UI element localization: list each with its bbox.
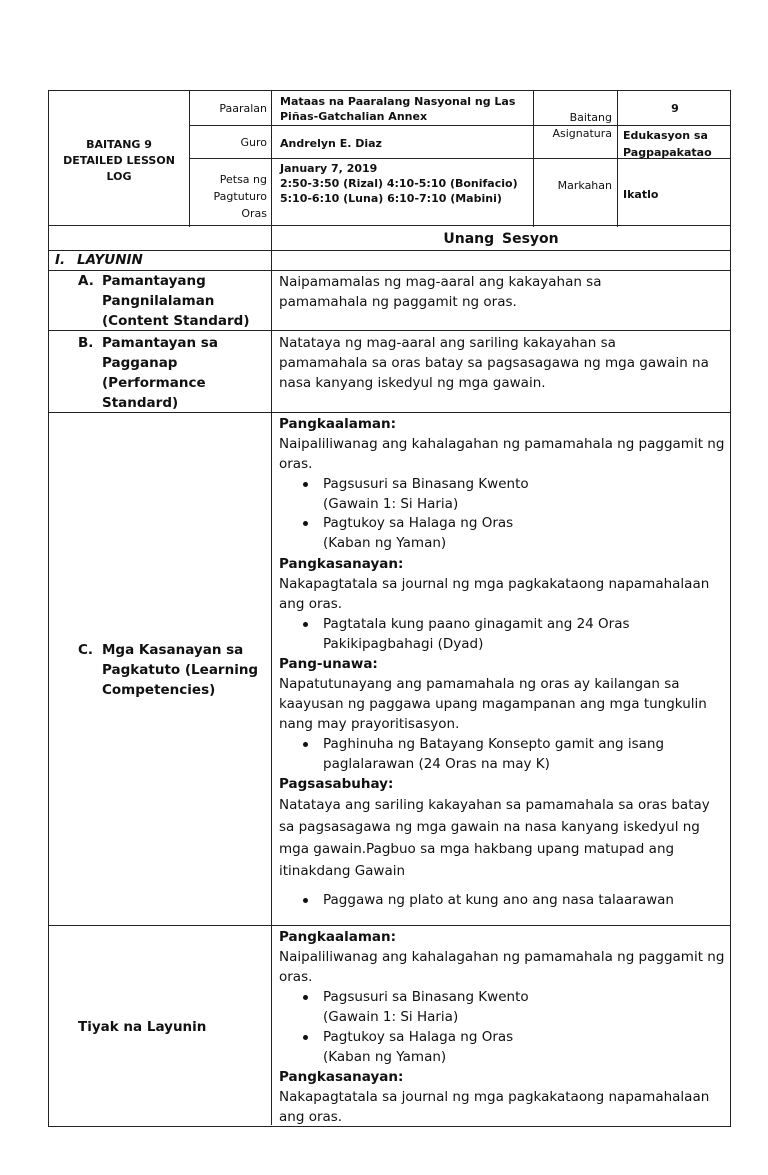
grade-label: Baitang — [569, 111, 612, 124]
c-understanding-text-line: Napatutunayang ang pamamahala ng oras ay kailangan sa — [279, 676, 680, 692]
row-c-label-line: Mga Kasanayan sa — [102, 642, 244, 658]
c-knowledge-bullet — [323, 474, 529, 514]
c-knowledge-text-line: Naipaliliwanag ang kahalagahan ng pamamahala ng paggamit ng — [279, 436, 725, 452]
grade-log-title — [49, 137, 189, 185]
quarter-value: Ikatlo — [623, 188, 659, 201]
bullet-line: Paggawa ng plato at kung ano ang nasa talaarawan — [323, 892, 674, 908]
grade-log-title-line: DETAILED LESSON — [63, 154, 175, 167]
d-skills-text-line: ang oras. — [279, 1109, 343, 1125]
grade-log-title-line: BAITANG 9 — [86, 138, 152, 151]
schedule-line: 2:50-3:50 (Rizal) 4:10-5:10 (Bonifacio) — [280, 177, 518, 190]
row-c-label-line: Competencies) — [102, 682, 216, 698]
c-knowledge-text — [279, 434, 724, 474]
bullet-icon — [303, 995, 308, 1000]
bullet-line: paglalarawan (24 Oras na may K) — [323, 756, 550, 772]
quarter-label: Markahan — [557, 179, 612, 192]
row-b-content — [279, 333, 709, 393]
bullet-line: Paghinuha ng Batayang Konsepto gamit ang isang — [323, 736, 665, 752]
d-skills-heading: Pangkasanayan: — [279, 1069, 404, 1085]
row-b-letter: B. — [78, 335, 94, 351]
row-a-label-line: Pangnilalaman — [102, 293, 215, 309]
c-understanding-text-line: kaayusan ng paggawa upang magampanan ang mga tungkulin — [279, 696, 707, 712]
row-a-content-line: Naipamamalas ng mag-aaral ang kakayahan sa — [279, 274, 602, 290]
date-and-schedule — [280, 161, 532, 206]
c-understanding-text-line: nang may prayoritisasyon. — [279, 716, 460, 732]
c-understanding-bullet — [323, 734, 664, 774]
c-application-text-line: sa pagsasagawa ng mga gawain na nasa kanyang iskedyul ng — [279, 819, 700, 835]
d-knowledge-bullet — [323, 1027, 513, 1067]
bullet-line: Pagtukoy sa Halaga ng Oras — [323, 515, 514, 531]
c-knowledge-heading: Pangkaalaman: — [279, 416, 397, 432]
row-c-letter: C. — [78, 642, 94, 658]
subject-value-line: Edukasyon sa — [623, 129, 708, 142]
section-number: I. — [55, 252, 66, 268]
row-a-content — [279, 272, 602, 312]
row-d-label: Tiyak na Layunin — [78, 1019, 207, 1035]
section-title: LAYUNIN — [77, 252, 143, 268]
c-understanding-heading: Pang-unawa: — [279, 656, 378, 672]
row-b-label-line: Standard) — [102, 395, 179, 411]
school-name-line: Piñas-Gatchalian Annex — [280, 110, 428, 123]
subject-value — [623, 127, 731, 161]
bullet-line: (Gawain 1: Si Haria) — [323, 1009, 459, 1025]
c-application-text-line: itinakdang Gawain — [279, 863, 406, 879]
c-application-bullet — [323, 890, 674, 910]
header-table — [48, 90, 731, 226]
bullet-icon — [303, 622, 308, 627]
c-application-text — [279, 794, 710, 882]
bullet-icon — [303, 898, 308, 903]
bullet-line: (Kaban ng Yaman) — [323, 1049, 447, 1065]
d-knowledge-bullet — [323, 987, 529, 1027]
c-skills-heading: Pangkasanayan: — [279, 556, 404, 572]
row-a-label-line: Pamantayang — [102, 273, 206, 289]
c-skills-text-line: Nakapagtatala sa journal ng mga pagkakataong napamahalaan — [279, 576, 710, 592]
grade-log-title-line: LOG — [106, 170, 132, 183]
c-skills-text-line: ang oras. — [279, 596, 343, 612]
d-knowledge-heading: Pangkaalaman: — [279, 929, 397, 945]
bullet-line: (Kaban ng Yaman) — [323, 535, 447, 551]
date-label-line: Pagtuturo — [213, 190, 267, 203]
c-knowledge-text-line: oras. — [279, 456, 313, 472]
row-a-content-line: pamamahala ng paggamit ng oras. — [279, 294, 517, 310]
c-application-text-line: mga gawain.Pagbuo sa mga hakbang upang matupad ang — [279, 841, 675, 857]
row-c-label — [102, 640, 268, 700]
row-c-label-line: Pagkatuto (Learning — [102, 662, 259, 678]
bullet-line: Pagtatala kung paano ginagamit ang 24 Oras — [323, 616, 630, 632]
teacher-name: Andrelyn E. Diaz — [280, 137, 382, 150]
c-application-text-line: Natataya ang sariling kakayahan sa pamamahala sa oras batay — [279, 797, 710, 813]
c-skills-text — [279, 574, 709, 614]
bullet-line: Pagtukoy sa Halaga ng Oras — [323, 1029, 514, 1045]
d-knowledge-text-line: oras. — [279, 969, 313, 985]
subject-value-line: Pagpapakatao — [623, 146, 712, 159]
row-a-label — [102, 271, 268, 331]
bullet-icon — [303, 742, 308, 747]
row-b-label-line: Pamantayan sa — [102, 335, 218, 351]
d-skills-text — [279, 1087, 709, 1127]
row-b-content-line: nasa kanyang iskedyul ng mga gawain. — [279, 375, 546, 391]
grade-value: 9 — [671, 102, 679, 115]
c-knowledge-bullet — [323, 513, 513, 553]
date-value: January 7, 2019 — [280, 162, 378, 175]
d-knowledge-text — [279, 947, 724, 987]
row-b-content-line: pamamahala sa oras batay sa pagsasagawa ng mga gawain na — [279, 355, 709, 371]
bullet-icon — [303, 482, 308, 487]
row-b-label-line: Pagganap — [102, 355, 178, 371]
session-title: Unang Sesyon — [443, 231, 559, 247]
subject-label: Asignatura — [552, 127, 612, 140]
row-b-label — [102, 333, 268, 413]
c-skills-bullet — [323, 614, 630, 654]
row-a-label-line: (Content Standard) — [102, 313, 250, 329]
row-a-letter: A. — [78, 273, 94, 289]
bullet-line: Pagsusuri sa Binasang Kwento — [323, 989, 529, 1005]
school-name — [280, 94, 530, 124]
date-label — [190, 171, 267, 222]
bullet-line: Pagsusuri sa Binasang Kwento — [323, 476, 529, 492]
date-label-line: Petsa ng — [219, 173, 267, 186]
bullet-line: Pakikipagbahagi (Dyad) — [323, 636, 484, 652]
school-label: Paaralan — [219, 102, 267, 115]
c-application-heading: Pagsasabuhay: — [279, 776, 394, 792]
c-understanding-text — [279, 674, 707, 734]
schedule-line: 5:10-6:10 (Luna) 6:10-7:10 (Mabini) — [280, 192, 502, 205]
row-b-label-line: (Performance — [102, 375, 206, 391]
bullet-line: (Gawain 1: Si Haria) — [323, 496, 459, 512]
bullet-icon — [303, 521, 308, 526]
row-b-content-line: Natataya ng mag-aaral ang sariling kakayahan sa — [279, 335, 616, 351]
d-skills-text-line: Nakapagtatala sa journal ng mga pagkakataong napamahalaan — [279, 1089, 710, 1105]
bullet-icon — [303, 1035, 308, 1040]
date-label-line: Oras — [241, 207, 267, 220]
teacher-label: Guro — [240, 136, 267, 149]
d-knowledge-text-line: Naipaliliwanag ang kahalagahan ng pamamahala ng paggamit ng — [279, 949, 725, 965]
school-name-line: Mataas na Paaralang Nasyonal ng Las — [280, 95, 516, 108]
